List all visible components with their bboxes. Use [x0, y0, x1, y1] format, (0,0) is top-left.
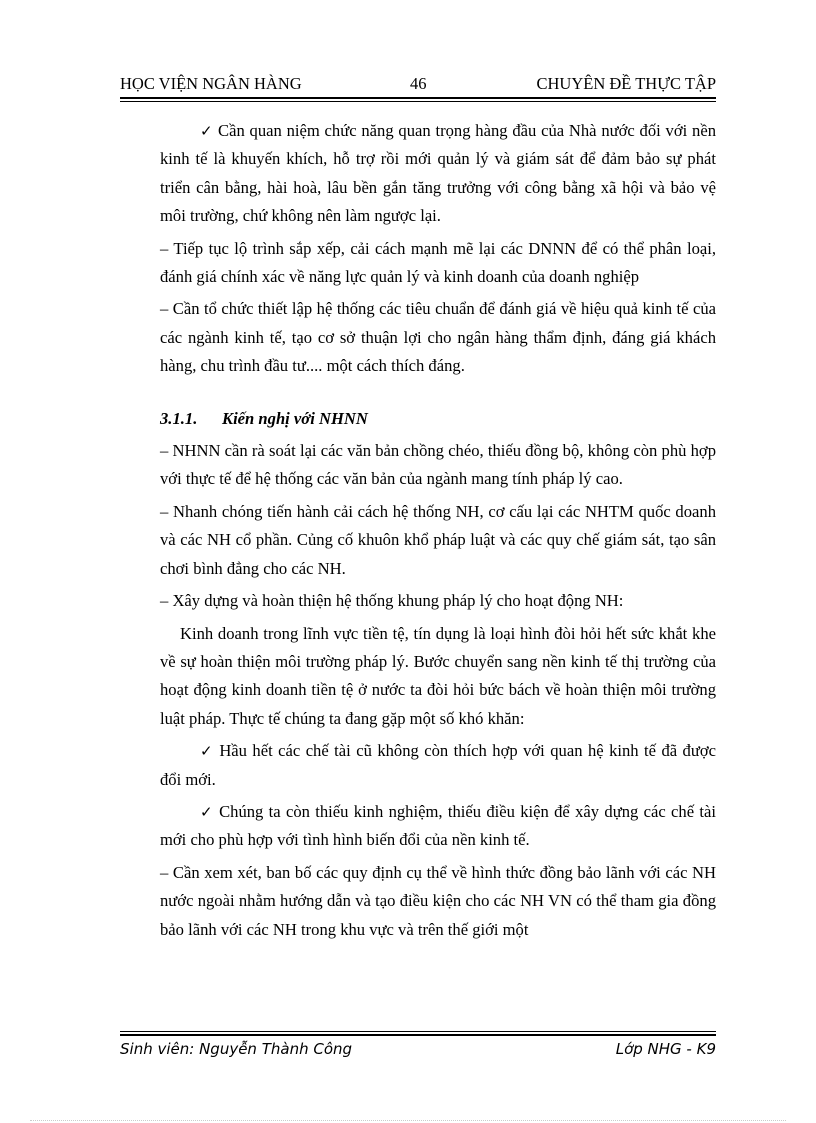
check-paragraph-2: ✓ Hầu hết các chế tài cũ không còn thích hợp với quan hệ kinh tế đã được đổi mới. [160, 741, 716, 789]
check-paragraph-1: ✓ Cần quan niệm chức năng quan trọng hàng đầu của Nhà nước đối với nền kinh tế là khuyến khích, hỗ trợ rồi mới quản lý và giám sát để đảm bảo sự phát triển cân bằng, hài hoà, lâu bền gắn tăng trưởng với công bằng xã hội và bảo vệ môi trường, chứ không nên làm ngược lại. [160, 121, 716, 226]
section-number: 3.1.1. [160, 408, 198, 428]
dash-paragraph-6: – Cần xem xét, ban bố các quy định cụ thể về hình thức đồng bảo lãnh với các NH nước ngoài nhằm hướng dẫn và tạo điều kiện cho các NH VN có thể tham gia đồng bảo lãnh với các NH trong khu vực và trên thế giới một [160, 862, 716, 939]
document-body [160, 117, 716, 944]
section-title: Kiến nghị với NHNN [222, 408, 368, 428]
footer-student: Sinh viên: Nguyễn Thành Công [120, 1040, 353, 1058]
dash-paragraph-4: – Nhanh chóng tiến hành cải cách hệ thống NH, cơ cấu lại các NHTM quốc doanh và các NH cổ phần. Củng cố khuôn khổ pháp luật và các quy chế giám sát, tạo sân chơi bình đẳng cho các NH. [160, 501, 716, 578]
page-number: 46 [410, 74, 427, 93]
footer-rule-thick [120, 1034, 716, 1036]
body-paragraph: Kinh doanh trong lĩnh vực tiền tệ, tín dụng là loại hình đòi hỏi hết sức khắt khe về sự hoàn thiện môi trường pháp lý. Bước chuyển sang nền kinh tế thị trường của hoạt động kinh doanh tiền tệ ở nước ta đòi hỏi bức bách về hoàn thiện môi trường luật pháp. Thực tế chúng ta đang gặp một số khó khăn: [160, 623, 716, 728]
checkmark-icon: ✓ [200, 742, 214, 761]
footer-class: Lớp NHG - K9 [615, 1040, 716, 1058]
header-rule-thick [120, 97, 716, 99]
header-rule-thin [120, 101, 716, 102]
dash-paragraph-5: – Xây dựng và hoàn thiện hệ thống khung pháp lý cho hoạt động NH: [160, 591, 624, 611]
header-report-title: CHUYÊN ĐỀ THỰC TẬP [536, 74, 716, 93]
section-heading [160, 405, 716, 433]
dash-paragraph-1: – Tiếp tục lộ trình sắp xếp, cải cách mạnh mẽ lại các DNNN để có thể phân loại, đánh giá chính xác về năng lực quản lý và kinh doanh của doanh nghiệp [160, 238, 716, 287]
page-footer [120, 1040, 716, 1064]
dash-paragraph-2: – Cần tổ chức thiết lập hệ thống các tiêu chuẩn để đánh giá về hiệu quả kinh tế của các ngành kinh tế, tạo cơ sở thuận lợi cho ngân hàng thẩm định, đáng giá khách hàng, chu trình đầu tư.... một cách thích đáng. [160, 299, 716, 376]
checkmark-icon: ✓ [200, 802, 214, 821]
header-institution: HỌC VIỆN NGÂN HÀNG [120, 74, 302, 93]
checkmark-icon: ✓ [200, 122, 214, 140]
page-bottom-border [30, 1120, 786, 1121]
dash-paragraph-3: – NHNN cần rà soát lại các văn bản chồng chéo, thiếu đồng bộ, không còn phù hợp với thực tế để hệ thống các văn bản của ngành mang tính pháp lý cao. [160, 441, 716, 489]
page-header [120, 72, 716, 100]
check-paragraph-3: ✓ Chúng ta còn thiếu kinh nghiệm, thiếu điều kiện để xây dựng các chế tài mới cho phù hợp với tình hình biến đổi của nền kinh tế. [160, 801, 716, 850]
footer-rule-thin [120, 1031, 716, 1032]
